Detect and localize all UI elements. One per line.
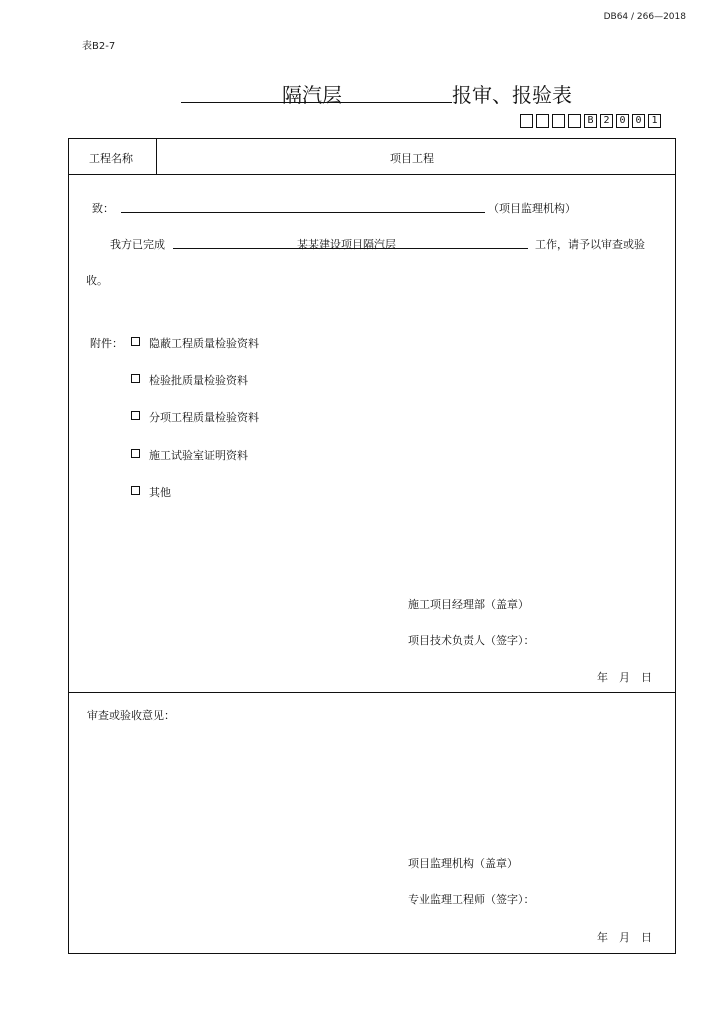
- attachment-checkbox[interactable]: [131, 411, 140, 420]
- code-box: [520, 114, 533, 128]
- code-box: [552, 114, 565, 128]
- row-divider: [68, 174, 676, 175]
- attachment-checkbox[interactable]: [131, 449, 140, 458]
- attachment-item: 检验批质量检验资料: [149, 374, 248, 387]
- code-box: 2: [600, 114, 613, 128]
- review-date[interactable]: 年 月 日: [597, 931, 652, 944]
- contractor-department: 施工项目经理部（盖章）: [408, 598, 529, 611]
- code-box: 0: [616, 114, 629, 128]
- completed-item[interactable]: 某某建设项目隔汽层: [297, 238, 396, 251]
- column-divider: [156, 138, 157, 174]
- code-box: B: [584, 114, 597, 128]
- attachment-item: 隐蔽工程质量检验资料: [149, 337, 259, 350]
- attachment-item: 施工试验室证明资料: [149, 449, 248, 462]
- attachment-checkbox[interactable]: [131, 374, 140, 383]
- to-suffix: （项目监理机构）: [488, 202, 576, 215]
- code-box: 1: [648, 114, 661, 128]
- completed-continuation: 收。: [86, 274, 108, 287]
- attachment-checkbox[interactable]: [131, 337, 140, 346]
- code-box: [536, 114, 549, 128]
- standard-code: DB64 / 266—2018: [603, 12, 686, 22]
- code-box: [568, 114, 581, 128]
- title-name: 隔汽层: [282, 83, 342, 107]
- project-name-label: 工程名称: [89, 152, 133, 165]
- review-opinion-label: 审查或验收意见：: [87, 709, 175, 722]
- contractor-date[interactable]: 年 月 日: [597, 671, 652, 684]
- attachments-label: 附件：: [90, 337, 123, 350]
- attachment-item: 其他: [149, 486, 171, 499]
- row-divider: [68, 692, 676, 693]
- technical-lead-signature[interactable]: 项目技术负责人（签字）：: [408, 634, 535, 647]
- title-suffix: 报审、报验表: [452, 83, 572, 107]
- form-table: [68, 138, 676, 954]
- to-field-line[interactable]: [121, 212, 485, 213]
- code-box: 0: [632, 114, 645, 128]
- supervisor-organization: 项目监理机构（盖章）: [408, 857, 518, 870]
- completed-prefix: 我方已完成: [110, 238, 165, 251]
- completed-suffix: 工作，请予以审查或验: [535, 238, 645, 251]
- supervisor-engineer-signature[interactable]: 专业监理工程师（签字）：: [408, 893, 535, 906]
- attachment-checkbox[interactable]: [131, 486, 140, 495]
- form-number: 表B2-7: [82, 41, 116, 52]
- attachment-item: 分项工程质量检验资料: [149, 411, 259, 424]
- to-label: 致：: [92, 202, 114, 215]
- project-name-value[interactable]: 项目工程: [390, 152, 434, 165]
- form-code-boxes: [520, 114, 661, 128]
